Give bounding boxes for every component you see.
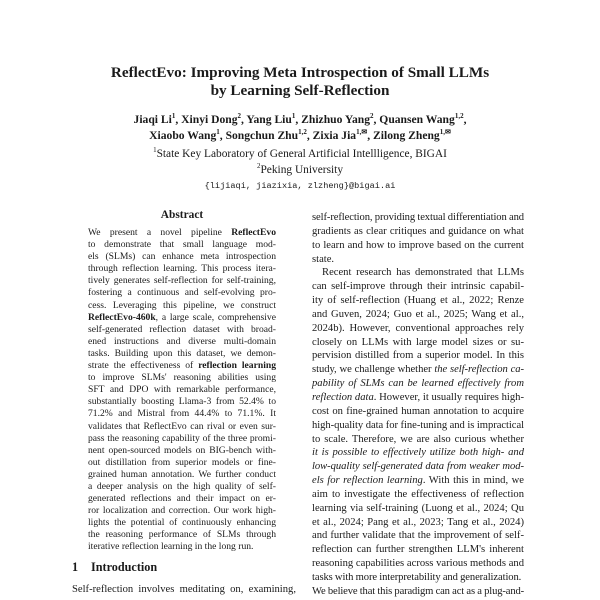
author-affiliation-mark: 1,2 <box>454 112 464 121</box>
text-line <box>312 419 524 433</box>
author-affiliation-mark: 1,✉ <box>439 127 451 136</box>
title-line: ReflectEvo: Improving Meta Introspection of Small LLMs <box>110 64 490 81</box>
italic-text: it is possible to effectively utilize both high- and <box>312 447 524 459</box>
text-span: high-quality data for fine-tuning and is impractical <box>312 419 524 431</box>
text-line <box>312 308 524 322</box>
author-name: Yang Liu <box>246 113 292 126</box>
author-name: Quansen Wang <box>379 113 455 126</box>
text-span: cost on fine-grained human annotation to acquire <box>312 405 524 417</box>
text-span: generated reflections and their impact on er- <box>88 493 276 505</box>
text-span: pass the reasoning capability of the three promi- <box>88 432 276 444</box>
text-span: closely on LLMs with large model sizes or su- <box>312 336 524 348</box>
text-line <box>312 585 524 599</box>
text-line <box>88 227 276 239</box>
text-line <box>88 433 276 445</box>
text-line <box>72 583 296 597</box>
text-line <box>88 384 276 396</box>
section-number: 1 <box>72 560 79 574</box>
text-line <box>88 505 276 517</box>
text-span: SFT and DPO with remarkable performance, <box>88 384 276 396</box>
author-line: Jiaqi Li$^1$, Xinyi Dong$^2$, Yang Liu$^1$, Zhizhuo Yang$^2$, Quansen Wang$^{1,2}$, <box>133 112 467 126</box>
text-line <box>312 336 524 350</box>
text-line <box>88 421 276 433</box>
bold-text: reflection learning <box>198 360 276 372</box>
author-name: Zilong Zheng <box>373 128 440 142</box>
text-line <box>88 493 276 505</box>
text-line <box>312 363 524 377</box>
text-line <box>312 543 524 557</box>
abstract-body <box>88 227 276 554</box>
text-span: to scale. Therefore, we are also curious whether <box>312 433 524 445</box>
text-line <box>312 349 524 363</box>
text-span: a deeper analysis on the high quality of self- <box>88 480 276 492</box>
author-name: Zixia Jia <box>312 128 357 142</box>
title-line: by Learning Self-Reflection <box>210 82 390 99</box>
text-span: the reasoning performance of SLMs through <box>88 529 276 541</box>
text-span: pervision distilled from a superior model. In this <box>312 350 524 362</box>
text-line <box>88 372 276 384</box>
text-span: substantially boosting Llama-3 from 52.4% to <box>88 396 276 408</box>
author-name: Songchun Zhu <box>225 128 299 142</box>
text-line <box>88 275 276 287</box>
affiliation <box>0 146 600 162</box>
text-line <box>88 251 276 263</box>
text-span: strate the effectiveness of <box>88 360 199 372</box>
author-name: Jiaqi Li <box>133 113 172 126</box>
affiliation <box>0 162 600 178</box>
italic-text: pability of SLMs can be learned effectively from <box>312 378 524 390</box>
text-span: reasoning capabilities across various methods and <box>312 558 524 570</box>
text-line <box>88 300 276 312</box>
text-line <box>312 253 524 267</box>
text-line <box>312 516 524 530</box>
text-line <box>312 433 524 447</box>
text-line <box>88 396 276 408</box>
author-affiliation-mark: 1 <box>216 127 220 136</box>
text-line <box>312 239 524 253</box>
text-line <box>88 263 276 275</box>
section-heading-introduction <box>72 560 157 575</box>
text-line <box>88 312 276 324</box>
text-span: els (SLMs) can enhance meta introspection <box>88 251 276 263</box>
text-span: fostering a continuous and self-evolving pro- <box>88 287 276 299</box>
text-span: to demonstrate that small language mod- <box>88 239 276 251</box>
text-span: self-generated reflection dataset with broad- <box>88 323 276 335</box>
text-span: We present a novel pipeline <box>88 227 232 238</box>
author-name: Xinyi Dong <box>181 113 238 126</box>
text-span: Recent research has demonstrated that LLMs <box>322 267 524 279</box>
text-span: nent open-sourced models on BIG-bench with- <box>88 444 276 456</box>
text-span: through reflection learning. This process itera- <box>88 263 276 275</box>
author-affiliation-mark: 1,2 <box>298 127 307 136</box>
paper-title <box>0 64 600 100</box>
text-span: 71.2% and Mistral from 44.4% to 71.1%. It <box>88 408 276 420</box>
bold-text: ReflectEvo <box>231 227 276 238</box>
text-span: ror localization and correction. Our work high- <box>88 505 276 517</box>
text-span: out distillation from superior models or fine- <box>88 456 276 468</box>
right-column-body <box>312 211 524 599</box>
text-line <box>88 469 276 481</box>
text-line <box>88 348 276 360</box>
text-span: reflection can further strengthen LLM's inherent <box>312 544 524 556</box>
text-line <box>312 488 524 502</box>
section-title: Introduction <box>91 560 158 574</box>
text-line <box>312 391 524 405</box>
text-span: iterative reflection learning in the long run. <box>88 541 254 553</box>
author-affiliation-mark: 1 <box>171 112 176 121</box>
affiliations <box>0 146 600 178</box>
text-line <box>88 529 276 541</box>
italic-text: low-quality self-generated data from weaker mod- <box>312 461 524 473</box>
author-affiliation-mark: 2 <box>370 112 374 121</box>
text-line <box>312 446 524 460</box>
author-affiliation-mark: 2 <box>237 112 242 121</box>
author-line: Xiaobo Wang$^1$, Songchun Zhu$^{1,2}$, Zixia Jia$^{1,✉}$, Zilong Zheng$^{1,✉}$ <box>149 127 451 142</box>
author-affiliation-mark: 1,✉ <box>356 127 368 136</box>
text-line <box>88 324 276 336</box>
italic-text: the self-reflection ca- <box>434 364 524 376</box>
text-line <box>88 408 276 420</box>
affiliation-name: Peking University <box>260 164 344 176</box>
text-span: We believe that this paradigm can act as a plug-and- <box>312 585 524 597</box>
text-line <box>88 239 276 251</box>
author-emails: {lijiaqi, jiazixia, zlzheng}@bigai.ai <box>204 181 396 191</box>
text-line <box>312 405 524 419</box>
text-line <box>88 517 276 529</box>
text-line <box>312 211 524 225</box>
text-span: et al., 2024; Pang et al., 2023; Tang et al., 2024) <box>312 516 524 528</box>
abstract-heading: Abstract <box>160 209 204 221</box>
text-span: and further validate that the improvement of self- <box>312 530 524 542</box>
text-line <box>312 474 524 488</box>
author-list <box>0 112 600 143</box>
text-line <box>88 287 276 299</box>
bold-text: ReflectEvo-460k <box>88 311 156 323</box>
text-line <box>312 377 524 391</box>
text-line <box>88 445 276 457</box>
text-line <box>312 460 524 474</box>
text-span: and Guven, 2024; Guo et al., 2025; Wang et al., <box>312 308 524 320</box>
text-line <box>312 557 524 571</box>
text-line <box>88 336 276 348</box>
text-span: tasks. Building upon this dataset, we demon- <box>88 347 276 359</box>
text-span: . With this in mind, we <box>422 475 524 487</box>
intro-left-column <box>72 583 296 597</box>
author-affiliation-mark: 1 <box>291 112 296 121</box>
text-line <box>88 481 276 493</box>
text-line <box>88 360 276 372</box>
author-name: Xiaobo Wang <box>149 128 217 142</box>
text-span: to learn and how to improve based on the current <box>312 239 524 251</box>
text-span: ened instructions and diverse multi-domain <box>88 335 276 347</box>
text-span: tively generates self-reflection for self-training, <box>88 275 276 287</box>
affiliation-name: State Key Laboratory of General Artificial Intellligence, BIGAI <box>156 148 447 160</box>
text-span: lights the potential of continuously enhancing <box>88 517 276 529</box>
text-line <box>312 280 524 294</box>
text-span: Self-reflection involves meditating on, examining, <box>72 584 296 595</box>
affiliation-mark: 1 <box>153 146 157 155</box>
text-line <box>88 541 276 553</box>
text-span: . However, it usually requires high- <box>373 391 524 403</box>
text-line <box>312 571 524 585</box>
text-span: grained human annotation. We further conduct <box>88 468 276 480</box>
text-span: cess. Leveraging this pipeline, we construct <box>88 299 276 311</box>
text-span: 2024b). However, conventional approaches rely <box>312 322 524 334</box>
text-line <box>312 294 524 308</box>
text-line <box>312 266 524 280</box>
affiliation-mark: 2 <box>256 162 261 171</box>
text-span: to improve SLMs' reasoning abilities using <box>88 372 276 384</box>
text-span: gradients as clear critiques and guidance on what <box>312 225 524 237</box>
text-line <box>312 322 524 336</box>
text-span: state. <box>312 253 335 265</box>
text-line <box>312 529 524 543</box>
text-span: self-reflection, providing textual differentiation and <box>312 212 524 223</box>
italic-text: els for reflection learning <box>312 475 423 487</box>
text-span: tasks with more interpretability and generalization. <box>312 571 522 583</box>
text-span: , a large scale, comprehensive <box>155 311 276 323</box>
text-line <box>312 225 524 239</box>
italic-text: reflection data <box>312 391 374 403</box>
author-name: Zhizhuo Yang <box>301 113 370 126</box>
text-span: can self-improve through their intrinsic capabil- <box>312 281 524 293</box>
text-span: ity of self-reflection (Huang et al., 2022; Renze <box>312 295 524 307</box>
text-span: learning via self-training (Luong et al., 2024; Qu <box>312 502 524 514</box>
text-line <box>88 457 276 469</box>
text-span: study, we challenge whether <box>312 364 435 376</box>
text-span: aim to investigate the effectiveness of reflection <box>312 488 524 500</box>
text-span: validates that ReflectEvo can rival or even sur- <box>88 420 276 432</box>
text-line <box>312 502 524 516</box>
